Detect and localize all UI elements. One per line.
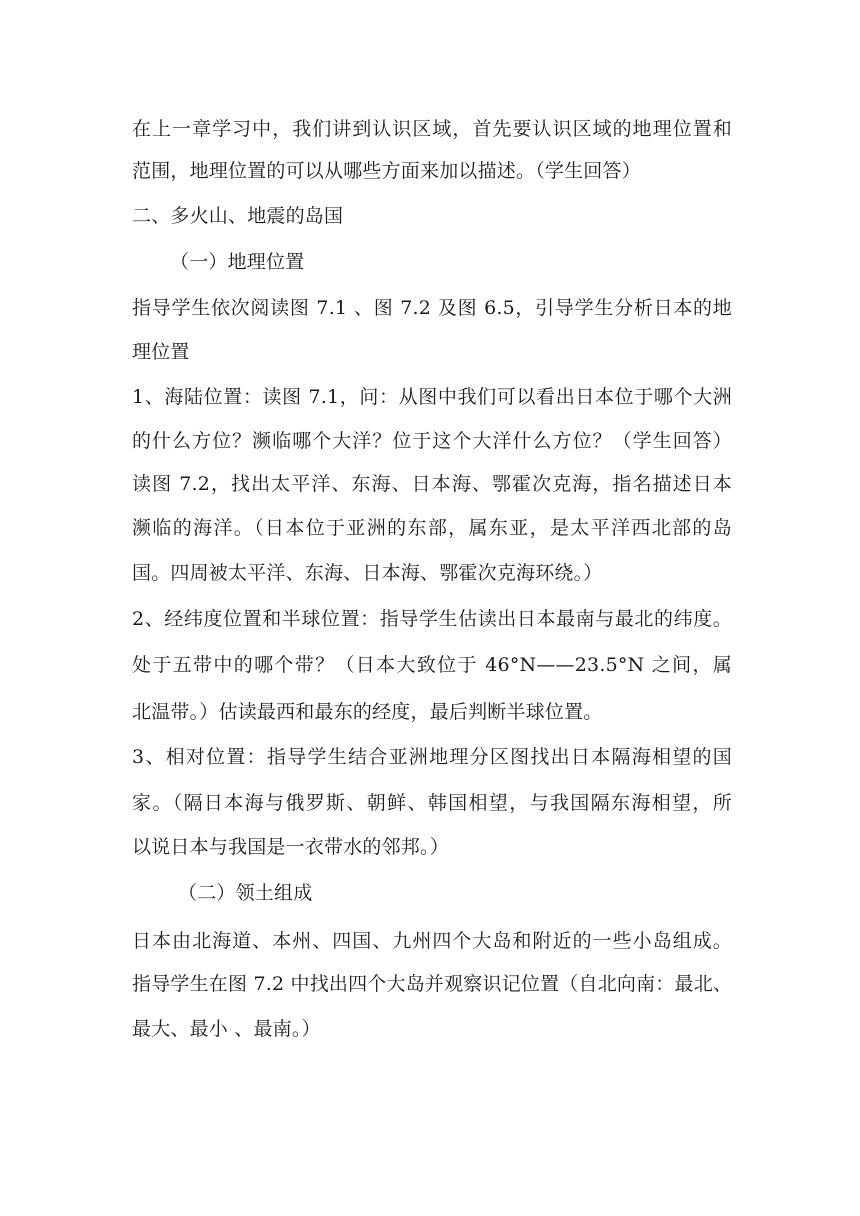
paragraph-line: 范围，地理位置的可以从哪些方面来加以描述。（学生回答） (132, 160, 641, 182)
paragraph-line: 家。（隔日本海与俄罗斯、朝鲜、韩国相望，与我国隔东海相望，所 (132, 792, 732, 814)
subsection-heading: （二）领土组成 (178, 882, 313, 904)
paragraph-line: 处于五带中的哪个带？（日本大致位于 46°N——23.5°N 之间，属 (132, 654, 732, 676)
paragraph-line: 3、相对位置：指导学生结合亚洲地理分区图找出日本隔海相望的国 (132, 746, 732, 768)
paragraph-line: 的什么方位？濒临哪个大洋？位于这个大洋什么方位？（学生回答） (132, 430, 732, 452)
paragraph-line: 在上一章学习中，我们讲到认识区域，首先要认识区域的地理位置和 (132, 118, 732, 140)
paragraph-line: 理位置 (132, 341, 190, 363)
paragraph-line: 日本由北海道、本州、四国、九州四个大岛和附近的一些小岛组成。 (132, 930, 732, 952)
paragraph-line: 最大、最小 、最南。） (132, 1018, 321, 1040)
paragraph-line: 2、经纬度位置和半球位置：指导学生估读出日本最南与最北的纬度。 (132, 608, 732, 630)
subsection-heading: （一）地理位置 (170, 251, 305, 273)
paragraph-line: 以说日本与我国是一衣带水的邻邦。） (132, 836, 449, 858)
paragraph-line: 读图 7.2，找出太平洋、东海、日本海、鄂霍次克海，指名描述日本 (132, 473, 732, 495)
paragraph-line: 濒临的海洋。（日本位于亚洲的东部，属东亚，是太平洋西北部的岛 (132, 517, 732, 539)
paragraph-line: 指导学生在图 7.2 中找出四个大岛并观察识记位置（自北向南：最北、 (132, 973, 733, 995)
section-heading: 二、多火山、地震的岛国 (132, 205, 344, 227)
paragraph-line: 北温带。）估读最西和最东的经度，最后判断半球位置。 (132, 701, 603, 723)
paragraph-line: 国。四周被太平洋、东海、日本海、鄂霍次克海环绕。） (132, 562, 603, 584)
paragraph-line: 1、海陆位置：读图 7.1，问：从图中我们可以看出日本位于哪个大洲 (132, 386, 732, 408)
paragraph-line: 指导学生依次阅读图 7.1 、图 7.2 及图 6.5，引导学生分析日本的地 (132, 297, 732, 319)
